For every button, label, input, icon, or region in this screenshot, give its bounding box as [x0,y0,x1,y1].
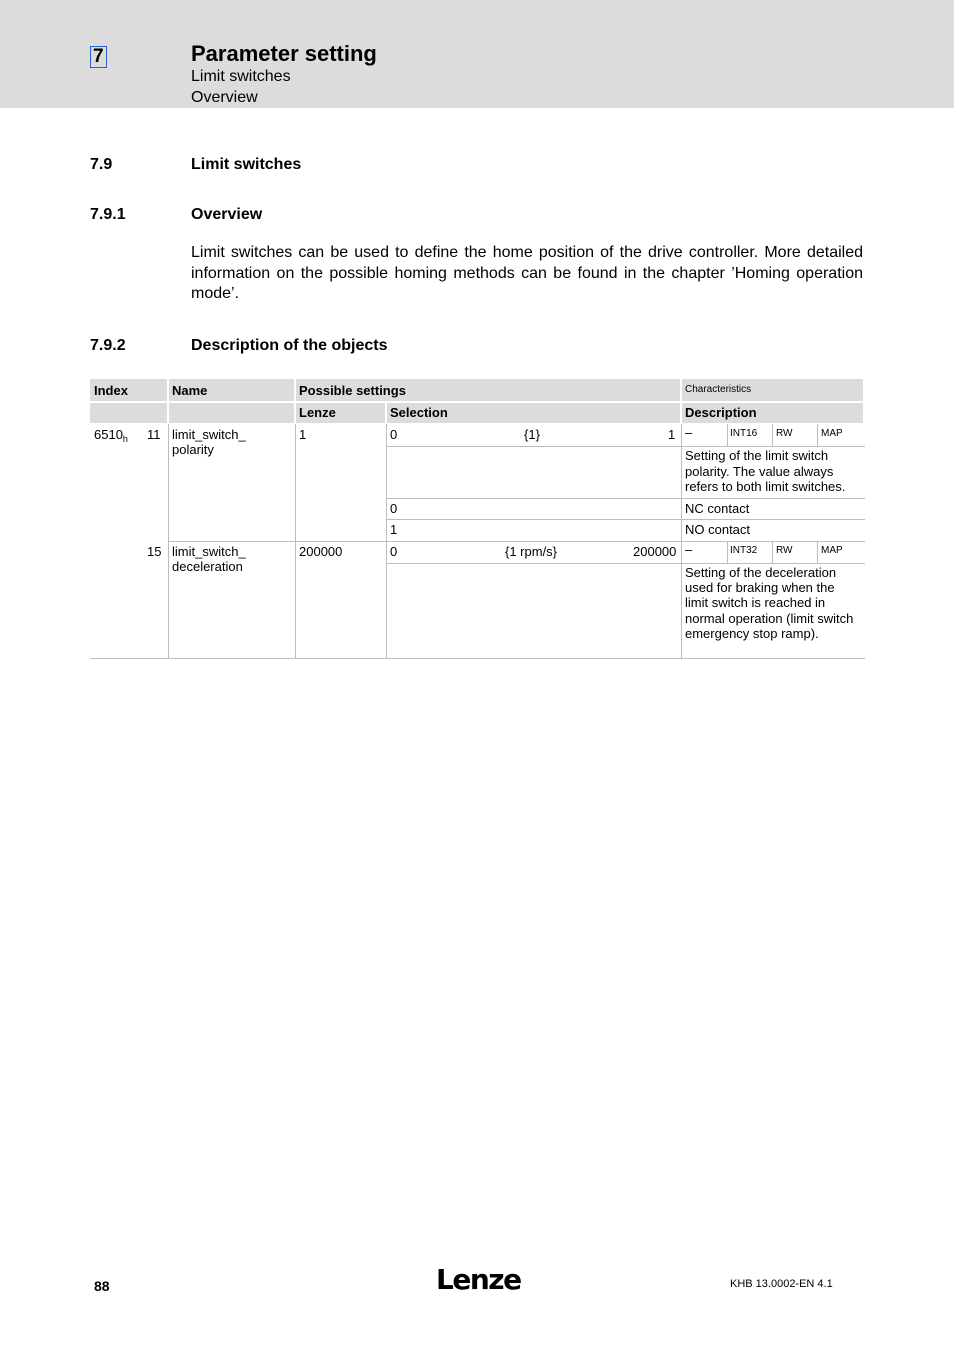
index-number: 6510 [94,427,123,442]
hline-3 [387,519,865,520]
header-selection-label: Selection [390,405,448,420]
sel-min-deceleration: 0 [390,544,398,559]
name-deceleration-line1: limit_switch_ [172,544,246,559]
vline-char-1b [727,541,728,563]
header-subtitle-1: Limit switches [191,68,291,85]
header-cell-blank-2 [169,403,294,423]
section-number-7-9-1: 7.9.1 [90,206,126,223]
chapter-number[interactable]: 7 [90,46,107,68]
char-dash-deceleration: – [685,542,693,557]
char-type-polarity: INT16 [730,428,758,439]
section-title-description: Description of the objects [191,337,388,354]
hline-bottom [90,658,865,659]
section-title-limit-switches: Limit switches [191,156,302,173]
option-1-desc: NO contact [685,522,751,537]
hline-4 [169,541,865,542]
sel-max-polarity: 1 [668,427,676,442]
header-description-label: Description [685,405,757,420]
char-access-polarity: RW [776,428,793,439]
char-map-deceleration: MAP [821,545,843,556]
option-0-desc: NC contact [685,501,750,516]
section-title-overview: Overview [191,206,263,223]
vline-char-2a [772,424,773,446]
sel-unit-polarity: {1} [524,427,540,442]
sel-max-deceleration: 200000 [633,544,677,559]
header-subtitle-2: Overview [191,89,258,106]
index-value [94,427,128,447]
option-1-value: 1 [390,522,398,537]
overview-paragraph: Limit switches can be used to define the home position of the drive controller. More detailed information on the possible homing methods can be found in the chapter ’Homing operation mode’. [191,244,863,302]
name-polarity-line2: polarity [172,442,214,457]
section-number-7-9-2: 7.9.2 [90,337,126,354]
description-polarity: Setting of the limit switch polarity. The value always refers to both limit switches. [685,448,846,494]
hline-1 [387,446,865,447]
char-access-deceleration: RW [776,545,793,556]
name-polarity-line1: limit_switch_ [172,427,246,442]
char-map-polarity: MAP [821,428,843,439]
header-characteristics-label: Characteristics [685,384,752,395]
index-hex-suffix: h [122,434,128,444]
subindex-11: 11 [147,427,161,442]
header-possible-label: Possible settings [299,383,406,398]
option-0-value: 0 [390,501,398,516]
header-name-label: Name [172,383,208,398]
chapter-title: Parameter setting [191,41,377,66]
lenze-polarity: 1 [299,427,307,442]
name-deceleration-line2: deceleration [172,559,243,574]
header-index-label: Index [94,383,128,398]
header-band [0,0,954,108]
sel-min-polarity: 0 [390,427,398,442]
lenze-logo: Lenze [436,1263,521,1296]
char-dash-polarity: – [685,425,693,440]
document-id: KHB 13.0002-EN 4.1 [730,1278,833,1290]
char-type-deceleration: INT32 [730,545,758,556]
object-table [90,379,865,661]
subindex-15: 15 [147,544,162,559]
hline-5 [387,563,865,564]
page-number: 88 [94,1278,110,1294]
sel-unit-deceleration: {1 rpm/s} [505,544,558,559]
vline-char-3a [817,424,818,446]
lenze-deceleration: 200000 [299,544,343,559]
hline-2 [387,498,865,499]
header-lenze-label: Lenze [299,405,336,420]
description-deceleration: Setting of the deceleration used for braking when the limit switch is reached in normal operation (limit switch emergency stop ramp). [685,565,854,641]
header-cell-blank-1 [90,403,167,423]
vline-char-3b [817,541,818,563]
section-number-7-9: 7.9 [90,156,113,173]
vline-char-2b [772,541,773,563]
vline-char-1a [727,424,728,446]
